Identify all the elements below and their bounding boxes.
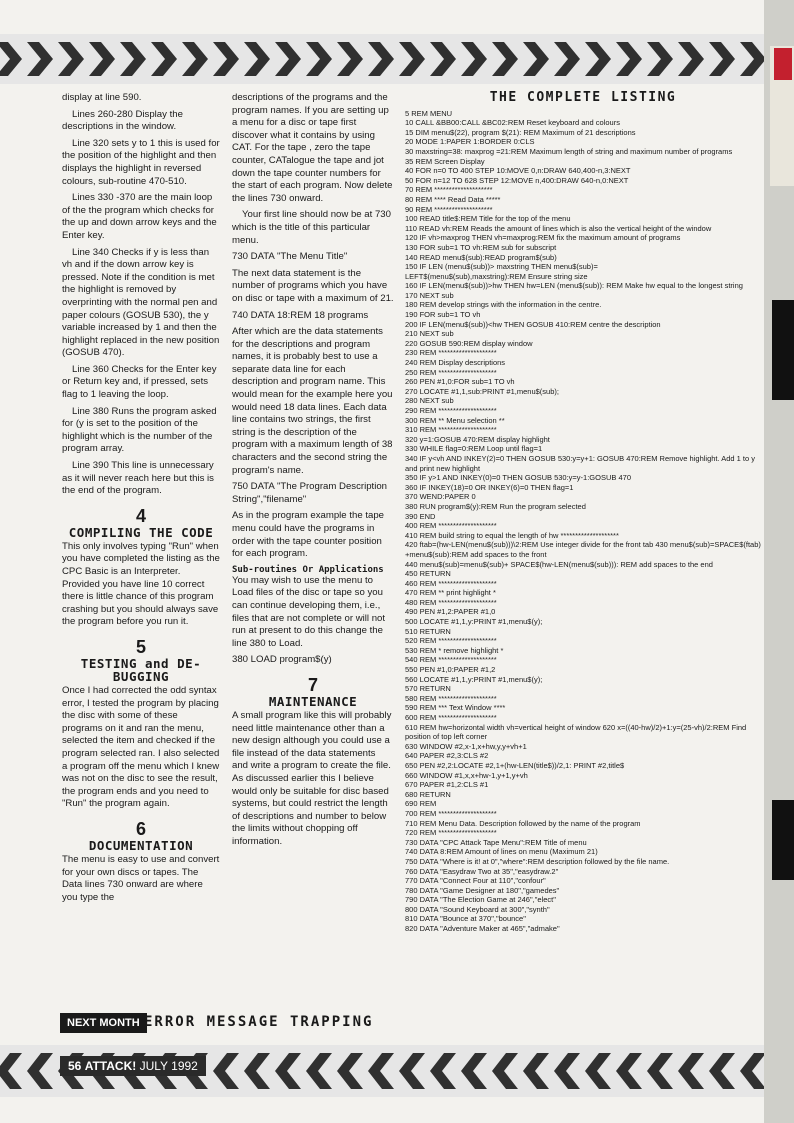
right-arrows-decoration <box>0 34 764 84</box>
left-arrow-icon <box>430 1053 456 1089</box>
listing-column <box>405 92 761 934</box>
paragraph: Your first line should now be at 730 which is the title of this particular menu. <box>232 209 391 246</box>
right-arrow-icon <box>0 42 22 76</box>
paragraph: A small program like this will probably need little maintenance other than a new design although you could use a file instead of the data statements and write a program to create the file. As discussed earlier this I believe would only be suitable for disc based systems, but could restrict the length of descriptions and number to below the limits without chopping off information. <box>232 709 392 847</box>
right-arrow-icon <box>678 42 704 76</box>
right-arrow-icon <box>182 42 208 76</box>
left-arrow-icon <box>647 1053 673 1089</box>
article-column-2 <box>232 92 394 852</box>
paragraph: Line 390 This line is unnecessary as it will never reach here but this is the end of the program. <box>62 460 214 497</box>
left-arrow-icon <box>678 1053 704 1089</box>
left-arrow-icon <box>0 1053 22 1089</box>
paragraph: Once I had corrected the odd syntax error, I tested the program by placing the disc with some of these programs on it and ran the menu, selected the item and checked if the program selected ran. I also selected a program off the menu which I knew was not on the disc to see the result, the program ends and you need to "Run" the program again. <box>62 684 220 810</box>
adjacent-page-edge <box>764 0 794 1123</box>
page-number: 56 <box>68 1059 82 1073</box>
section-number: 5 <box>135 636 146 657</box>
adjacent-page-red-tab <box>774 48 792 80</box>
right-arrow-icon <box>120 42 146 76</box>
section-number: 7 <box>307 674 318 695</box>
paragraph: The next data statement is the number of programs which you have on disc or tape with a maximum of 21. <box>232 267 394 304</box>
code-example: 380 LOAD program$(y) <box>232 654 332 666</box>
top-arrow-band <box>0 34 764 84</box>
paragraph: Line 380 Runs the program asked for (y is set to the position of the highlight which is the number of the program array. <box>62 405 217 455</box>
paragraph: display at line 590. <box>62 92 142 103</box>
right-arrow-icon <box>461 42 487 76</box>
right-arrow-icon <box>58 42 84 76</box>
right-arrow-icon <box>585 42 611 76</box>
right-arrow-icon <box>151 42 177 76</box>
section-heading: COMPILING THE CODE <box>68 524 214 540</box>
article-column-1 <box>62 92 220 908</box>
paragraph: Lines 260-280 Display the descriptions in the window. <box>62 108 183 133</box>
paragraph: After which are the data statements for the descriptions and program names, it is probably best to use a separate data line for each description and program name. This would mean for the example here you would need 18 data lines. Each data line contains two strings, the first string is the description of the program with a maximum length of 38 characters and the second string the program's name. <box>232 326 393 476</box>
right-arrow-icon <box>368 42 394 76</box>
next-month-topic: ERROR MESSAGE TRAPPING <box>144 1014 374 1030</box>
paragraph: Line 340 Checks if y is less than vh and if the down arrow key is pressed. Note if the condition is met the highlight is removed by overprinting with the normal pen and paper colours (GOSUB 530), the y variable increased by 1 and then the highlight replaced in the new position (GOSUB 470). <box>62 246 220 359</box>
section-heading: DOCUMENTATION <box>88 837 194 853</box>
left-arrow-icon <box>523 1053 549 1089</box>
left-arrow-icon <box>368 1053 394 1089</box>
paragraph: This only involves typing "Run" when you have completed the listing as the CPC Basic is an Interpreter. Provided you have line 10 correct there is little chance of this program crashing but you should always save the program before you run it. <box>62 540 220 628</box>
right-arrow-icon <box>616 42 642 76</box>
paragraph: You may wish to use the menu to Load files of the disc or tape so you can continue developing them, i.e., files that are not complete or will not run at present to do this change the line 380 to Load. <box>232 574 386 649</box>
left-arrow-icon <box>27 1053 53 1089</box>
right-arrow-icon <box>554 42 580 76</box>
right-arrow-icon <box>492 42 518 76</box>
left-arrow-icon <box>585 1053 611 1089</box>
right-arrow-icon <box>709 42 735 76</box>
magazine-name: ATTACK! <box>84 1059 137 1073</box>
right-arrow-icon <box>430 42 456 76</box>
paragraph: Line 320 sets y to 1 this is used for the position of the highlight and then displays the highlight in reversed colours, sub-routine 470-510. <box>62 137 220 187</box>
section-heading: TESTING and DE-BUGGING <box>80 655 202 684</box>
left-arrow-icon <box>461 1053 487 1089</box>
left-arrow-icon <box>399 1053 425 1089</box>
code-example: 740 DATA 18:REM 18 programs <box>232 309 369 321</box>
paragraph: The menu is easy to use and convert for your own discs or tapes. The Data lines 730 onward are where you type the <box>62 853 220 903</box>
right-arrow-icon <box>213 42 239 76</box>
right-arrow-icon <box>306 42 332 76</box>
paragraph: Line 360 Checks for the Enter key or Return key and, if pressed, sets flag to 1 leaving the loop. <box>62 363 217 401</box>
left-arrow-icon <box>492 1053 518 1089</box>
right-arrow-icon <box>244 42 270 76</box>
left-arrow-icon <box>213 1053 239 1089</box>
code-example: 750 DATA "The Program Description String","filename" <box>232 481 388 505</box>
right-arrow-icon <box>337 42 363 76</box>
code-example: 730 DATA "The Menu Title" <box>232 251 348 263</box>
adjacent-page-dark-block-2 <box>772 800 794 880</box>
left-arrow-icon <box>244 1053 270 1089</box>
left-arrow-icon <box>306 1053 332 1089</box>
left-arrow-icon <box>275 1053 301 1089</box>
left-arrow-icon <box>740 1053 764 1089</box>
issue-date: JULY 1992 <box>139 1059 198 1073</box>
left-arrow-icon <box>554 1053 580 1089</box>
page-folio <box>60 1056 206 1076</box>
right-arrow-icon <box>399 42 425 76</box>
paragraph: Lines 330 -370 are the main loop of the the program which checks for the up and down arrow keys and the Enter key. <box>62 192 217 241</box>
subsection-heading: Sub-routines Or Applications <box>232 564 384 575</box>
right-arrow-icon <box>740 42 764 76</box>
next-month-label: NEXT MONTH <box>60 1013 147 1033</box>
section-number: 6 <box>135 818 146 839</box>
section-number: 4 <box>135 505 146 526</box>
program-listing: 5 REM MENU 10 CALL &BB00:CALL &BC02:REM Reset keyboard and colours 15 DIM menu$(22), program $(21): REM Maximum of 21 descriptions 20 MODE 1:PAPER 1:BORDER 0:CLS 30 maxstring=38: maxprog =21:REM Maximum length of string and maximum number of programs 35 REM Screen Display 40 FOR n=0 TO 400 STEP 10:MOVE 0,n:DRAW 640,400-n,3:NEXT 50 FOR n=12 TO 628 STEP 12:MOVE n,400:DRAW 640-n,0:NEXT 70 REM ******************** 80 REM **** Read Data ***** 90 REM ******************** 100 READ title$:REM Title for the top of the menu 110 READ vh:REM Reads the amount of lines which is also the vertical height of the window 120 IF vh>maxprog THEN vh=maxprog:REM fix the maximum amount of programs 130 FOR sub=1 TO vh:REM sub for subscript 140 READ menu$(sub):READ program$(sub) 150 IF LEN (menu$(sub))> maxstring THEN menu$(sub)= LEFT$(menu$(sub),maxstring):REM Ensure string size 160 IF LEN(menu$(sub))>hw THEN hw=LEN (menu$(sub)): REM Make hw equal to the longest string 170 NEXT sub 180 REM develop strings with the information in the centre. 190 FOR sub=1 TO vh 200 IF LEN(menu$(sub))<hw THEN GOSUB 410:REM centre the description 210 NEXT sub 220 GOSUB 590:REM display window 230 REM ******************** 240 REM Display descriptions 250 REM ******************** 260 PEN #1,0:FOR sub=1 TO vh 270 LOCATE #1,1,sub:PRINT #1,menu$(sub); 280 NEXT sub 290 REM ******************** 300 REM ** Menu selection ** 310 REM ******************** 320 y=1:GOSUB 470:REM display highlight 330 WHILE flag=0:REM Loop until flag=1 340 IF y<vh AND INKEY(2)=0 THEN GOSUB 530:y=y+1: GOSUB 470:REM Remove highlight. Add 1 to y and print new highlight 350 IF y>1 AND INKEY(0)=0 THEN GOSUB 530:y=y-1:GOSUB 470 360 IF INKEY(18)=0 OR INKEY(6)=0 THEN flag=1 370 WEND:PAPER 0 380 RUN program$(y):REM Run the program selected 390 END 400 REM ******************** 410 REM build string to equal the length of hw ******************** 420 ftab=(hw-LEN(menu$(sub)))\2:REM Use integer divide for the front tab 430 menu$(sub)=SPACE$(ftab) +menu$(sub):REM add spaces to the front 440 menu$(sub)=menu$(sub)+ SPACE$(hw-LEN(menu$(sub))): REM add spaces to the end 450 RETURN 460 REM ******************** 470 REM ** print highlight * 480 REM ******************** 490 PEN #1,2:PAPER #1,0 500 LOCATE #1,1,y:PRINT #1,menu$(y); 510 RETURN 520 REM ******************** 530 REM * remove highlight * 540 REM ******************** 550 PEN #1,0:PAPER #1,2 560 LOCATE #1,1,y:PRINT #1,menu$(y); 570 RETURN 580 REM ******************** 590 REM *** Text Window **** 600 REM ******************** 610 REM hw=horizontal width vh=vertical height of window 620 x=((40-hw)/2)+1:y=(25-vh)/2:REM Find position of top left corner 630 WINDOW #2,x-1,x+hw,y,y+vh+1 640 PAPER #2,3:CLS #2 650 PEN #2,2:LOCATE #2,1+(hw-LEN(title$))/2,1: PRINT #2,title$ 660 WINDOW #1,x,x+hw-1,y+1,y+vh 670 PAPER #1,2:CLS #1 680 RETURN 690 REM 700 REM ******************** 710 REM Menu Data. Description followed by the name of the program 720 REM ******************** 730 DATA "CPC Attack Tape Menu":REM Title of menu 740 DATA 8:REM Amount of lines on menu (Maximum 21) 750 DATA "Where is it! at 0","where":REM description followed by the file name. 760 DATA "Easydraw Two at 35","easydraw.2" 770 DATA "Connect Four at 110","confour" 780 DATA "Game Designer at 180","gamedes" 790 DATA "The Election Game at 246","elect" 800 DATA "Sound Keyboard at 300","synth" 810 DATA "Bounce at 370","bounce" 820 DATA "Adventure Maker at 465","admake" <box>405 108 761 934</box>
left-arrow-icon <box>616 1053 642 1089</box>
left-arrow-icon <box>337 1053 363 1089</box>
right-arrow-icon <box>275 42 301 76</box>
right-arrow-icon <box>89 42 115 76</box>
right-arrow-icon <box>523 42 549 76</box>
section-heading: MAINTENANCE <box>268 693 358 709</box>
left-arrow-icon <box>709 1053 735 1089</box>
adjacent-page-dark-block <box>772 300 794 400</box>
paragraph: descriptions of the programs and the program names. If you are setting up a menu for a disc or tape first discover what it contains by using CAT. For the tape , zero the tape counter, CATalogue the tape and jot down the tape counter numbers for the start of each program. Now delete the lines 730 onward. <box>232 92 393 204</box>
next-month-banner <box>60 1013 760 1033</box>
paragraph: As in the program example the tape menu could have the programs in order with the tape counter position for each program. <box>232 510 384 560</box>
listing-title: THE COMPLETE LISTING <box>489 90 677 105</box>
right-arrow-icon <box>27 42 53 76</box>
right-arrow-icon <box>647 42 673 76</box>
